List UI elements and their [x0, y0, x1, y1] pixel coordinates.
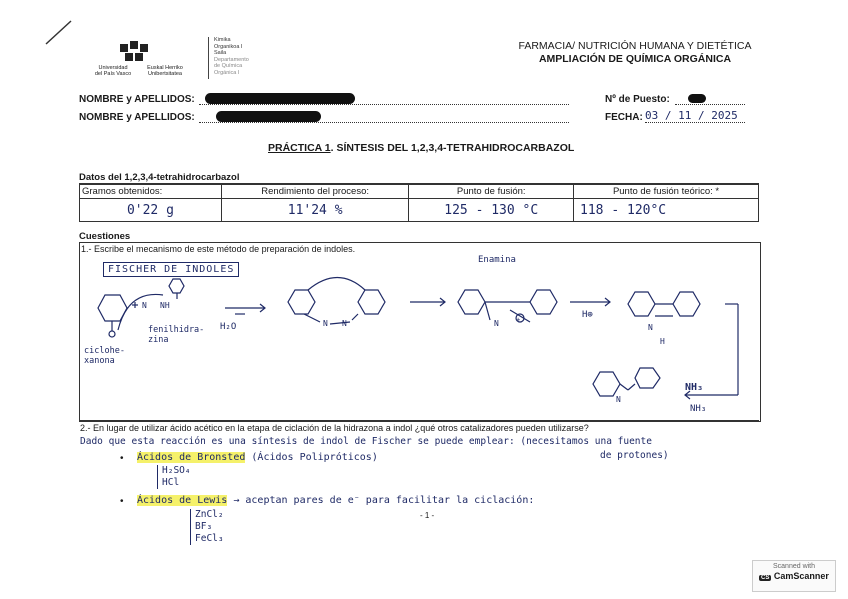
aminal-ring-1	[628, 292, 655, 316]
header-punto-fusion: Punto de fusión:	[409, 185, 574, 199]
name-label-2: NOMBRE y APELLIDOS:	[79, 112, 195, 123]
intermediate-ring-2	[530, 290, 557, 314]
lewis-line	[137, 495, 534, 506]
cuestiones-heading: Cuestiones	[79, 231, 131, 242]
note-h2o: H₂O	[220, 322, 237, 332]
note-nh3: NH₃	[690, 404, 707, 414]
datos-heading: Datos del 1,2,3,4-tetrahidrocarbazol	[79, 172, 240, 183]
svg-text:NH: NH	[160, 301, 170, 310]
dept-divider	[208, 37, 209, 79]
university-logo-icon	[118, 40, 152, 62]
bullet-bronsted: •	[120, 453, 124, 464]
euskal-name: Euskal Herriko Unibertsitatea	[147, 65, 183, 77]
svg-text:N: N	[616, 395, 621, 404]
practice-title: PRÁCTICA 1. SÍNTESIS DEL 1,2,3,4-TETRAHIDROCARBAZOL	[268, 142, 575, 154]
header-rendimiento: Rendimiento del proceso:	[221, 185, 409, 199]
svg-text:N: N	[342, 319, 347, 328]
name-line-2[interactable]	[199, 122, 569, 123]
page-number: - 1 -	[420, 511, 435, 520]
fecha-value[interactable]: 03 / 11 / 2025	[645, 109, 745, 123]
redacted-name-2	[216, 111, 321, 122]
puesto-line[interactable]	[675, 104, 745, 105]
question-1-text: 1.- Escribe el mecanismo de este método de preparación de indoles.	[81, 244, 356, 254]
fischer-label: FISCHER DE INDOLES	[103, 262, 239, 277]
note-fenilhidrazina: fenilhidra- zina	[148, 325, 205, 345]
lewis-highlight: Ácidos de Lewis	[137, 495, 228, 506]
camscanner-logo-icon: CS	[761, 575, 770, 581]
pen-mark	[44, 18, 74, 46]
question-2-rule	[79, 420, 759, 421]
note-ciclohex: ciclohe- xanona	[84, 346, 125, 366]
lewis-explanation: → aceptan pares de e⁻ para facilitar la ciclación:	[233, 495, 535, 506]
value-gramos[interactable]: 0'22 g	[80, 199, 222, 222]
hydrazone-ring-2	[358, 290, 385, 314]
svg-text:N: N	[494, 319, 499, 328]
hydrazone-ring-1	[288, 290, 315, 314]
intermediate-ring-1	[458, 290, 485, 314]
question-2-text: 2.- En lugar de utilizar ácido acético en la etapa de ciclación de la hidrazona a indol ¿qué otros catalizadores pueden utilizarse?	[80, 423, 589, 433]
note-enamina: Enamina	[478, 255, 516, 265]
value-punto-fusion[interactable]: 125 - 130 °C	[409, 199, 574, 222]
datos-table	[79, 184, 759, 222]
fecha-label: FECHA:	[605, 112, 643, 123]
q2-answer-line-1: Dado que esta reacción es una síntesis de indol de Fischer se puede emplear: (necesitamos una fuente	[80, 436, 652, 447]
svg-text:+: +	[516, 316, 521, 324]
redacted-name-1	[205, 93, 355, 104]
phenyl-ring-small	[169, 279, 184, 293]
bullet-lewis: •	[120, 496, 124, 507]
lewis-examples: ZnCl₂ BF₃ FeCl₃	[190, 509, 224, 545]
note-hplus: H⊕	[582, 310, 593, 320]
bronsted-highlight: Ácidos de Bronsted	[137, 452, 246, 463]
camscanner-badge: Scanned with CS CamScanner	[752, 560, 836, 592]
name-label-1: NOMBRE y APELLIDOS:	[79, 94, 195, 105]
polipróticos-note: (Ácidos Polipróticos)	[251, 452, 378, 463]
redacted-puesto	[688, 94, 706, 103]
name-line-1[interactable]	[199, 104, 569, 105]
q2-answer-line-1b: de protones)	[600, 450, 669, 461]
bronsted-line	[137, 452, 378, 463]
svg-text:N: N	[142, 301, 147, 310]
header-punto-fusion-teorico: Punto de fusión teórico: *	[574, 185, 759, 199]
puesto-label: Nº de Puesto:	[605, 94, 670, 105]
svg-text:N: N	[323, 319, 328, 328]
svg-text:N: N	[648, 323, 653, 332]
svg-text:H: H	[660, 337, 665, 346]
aminal-ring-2	[673, 292, 700, 316]
bronsted-examples: H₂SO₄ HCl	[157, 465, 191, 489]
faculty-title: FARMACIA/ NUTRICIÓN HUMANA Y DIETÉTICA AMPLIACIÓN DE QUÍMICA ORGÁNICA	[518, 40, 752, 65]
carbazole-ring-1	[593, 372, 620, 396]
value-rendimiento[interactable]: 11'24 %	[221, 199, 409, 222]
univ-name: Universidad del País Vasco	[94, 65, 132, 77]
value-punto-fusion-teorico[interactable]: 118 - 120°C	[574, 199, 759, 222]
dept-name: Kimika Organikoa I Saila Departamento de Química Orgánica I	[214, 37, 249, 76]
carbazole-ring-2	[635, 368, 660, 388]
header-gramos: Gramos obtenidos:	[80, 185, 222, 199]
svg-text:NH₃: NH₃	[685, 382, 704, 393]
